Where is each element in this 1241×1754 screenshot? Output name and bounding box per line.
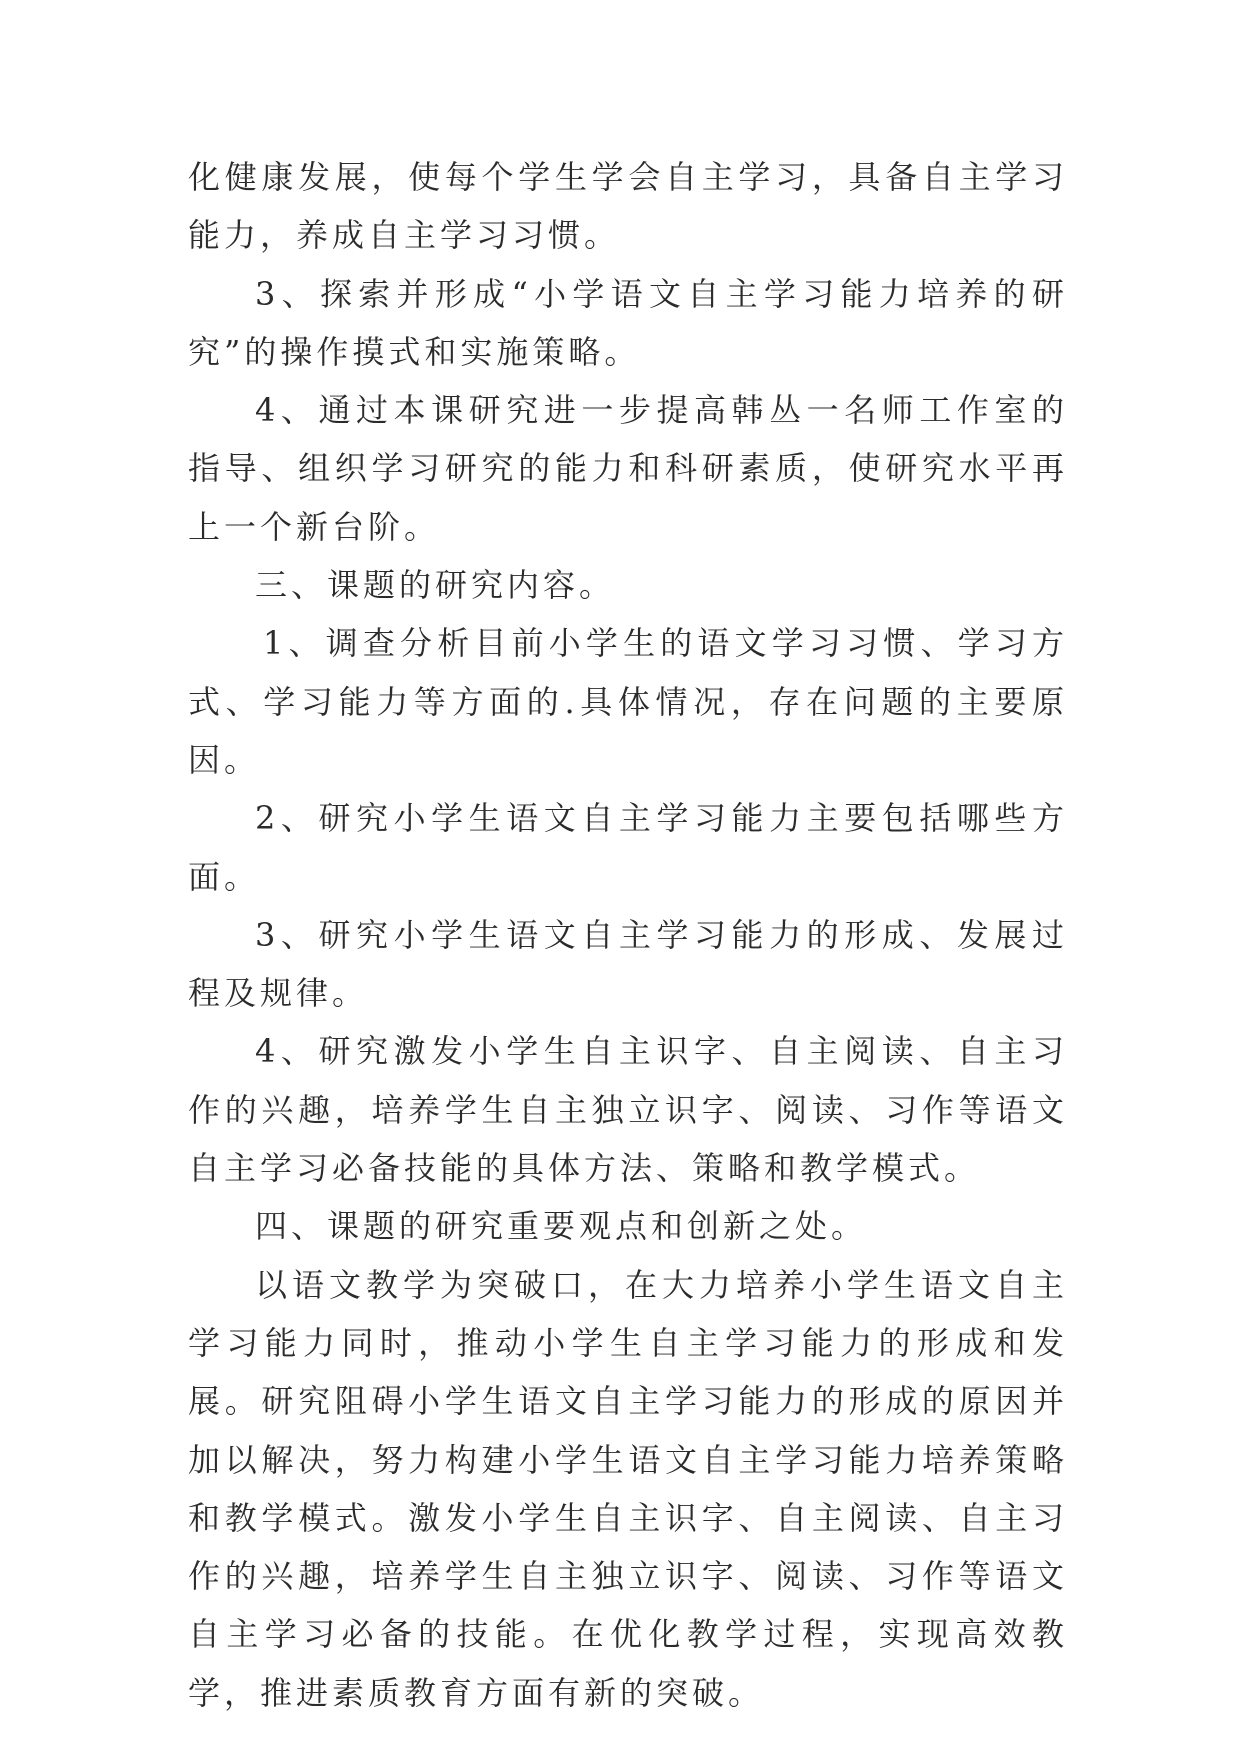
paragraph-content-4: 4、研究激发小学生自主识字、自主阅读、自主习作的兴趣，培养学生自主独立识字、阅读、习作等语文自主学习必备技能的具体方法、策略和教学模式。 <box>188 1032 1068 1188</box>
document-body <box>188 148 1068 1722</box>
paragraph-continuation: 化健康发展，使每个学生学会自主学习，具备自主学习能力，养成自主学习习惯。 <box>188 158 1068 255</box>
paragraph-content-2: 2、研究小学生语文自主学习能力主要包括哪些方面。 <box>188 799 1068 896</box>
paragraph-innovation: 以语文教学为突破口，在大力培养小学生语文自主学习能力同时，推动小学生自主学习能力的形成和发展。研究阻碍小学生语文自主学习能力的形成的原因并加以解决，努力构建小学生语文自主学习能力培养策略和教学模式。激发小学生自主识字、自主阅读、自主习作的兴趣，培养学生自主独立识字、阅读、习作等语文自主学习必备的技能。在优化教学过程，实现高效教学，推进素质教育方面有新的突破。 <box>188 1265 1068 1712</box>
paragraph-content-1: 1、调查分析目前小学生的语文学习习惯、学习方式、学习能力等方面的.具体情况，存在问题的主要原因。 <box>188 624 1068 779</box>
section-heading-innovation: 四、课题的研究重要观点和创新之处。 <box>255 1207 868 1246</box>
paragraph-goal-3: 3、探索并形成“小学语文自主学习能力培养的研究”的操作摸式和实施策略。 <box>188 274 1068 371</box>
section-heading-research-content: 三、课题的研究内容。 <box>255 566 616 605</box>
paragraph-goal-4: 4、通过本课研究进一步提高韩丛一名师工作室的指导、组织学习研究的能力和科研素质，使研究水平再上一个新台阶。 <box>188 391 1068 546</box>
paragraph-content-3: 3、研究小学生语文自主学习能力的形成、发展过程及规律。 <box>188 915 1068 1013</box>
